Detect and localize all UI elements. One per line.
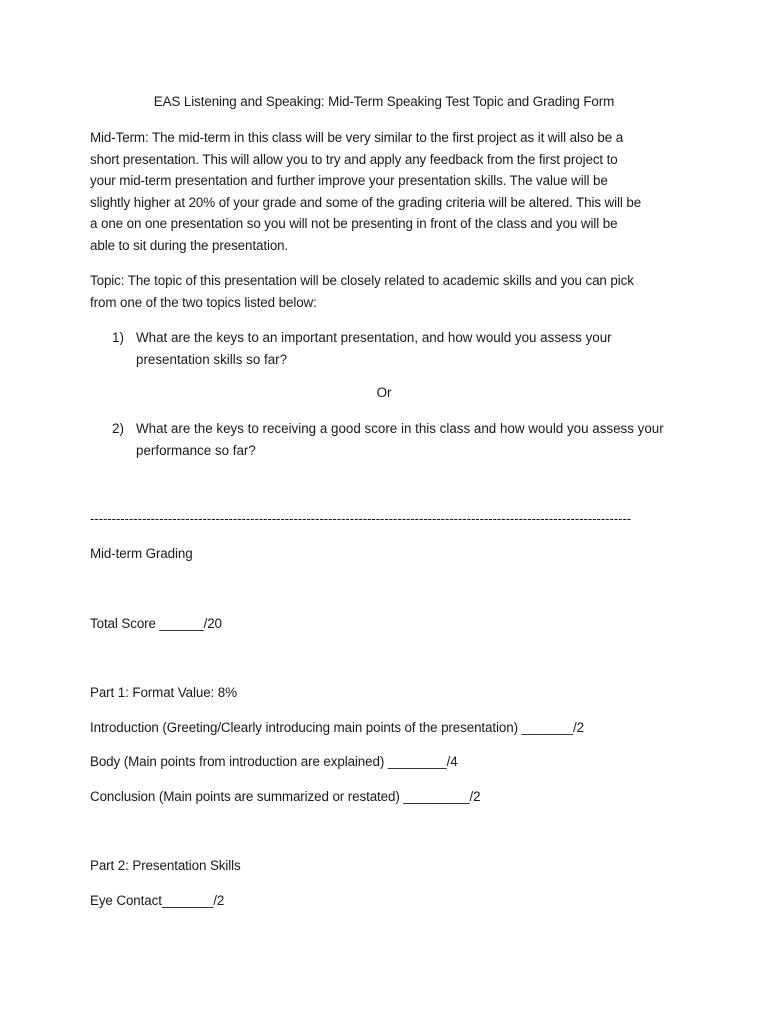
topic-1-line: What are the keys to an important presentation, and how would you assess your	[136, 330, 612, 345]
part1-item-body: Body (Main points from introduction are explained) ________/4	[90, 754, 458, 769]
topic-line: from one of the two topics listed below:	[90, 294, 317, 310]
topic-paragraph	[90, 270, 690, 313]
part2-item-eye-contact: Eye Contact_______/2	[90, 893, 225, 908]
part1-item-conclusion: Conclusion (Main points are summarized or restated) _________/2	[90, 789, 481, 804]
topic-2-text	[136, 418, 664, 461]
topic-1-line: presentation skills so far?	[136, 351, 288, 367]
midterm-line: short presentation. This will allow you to try and apply any feedback from the first project to	[90, 151, 618, 167]
part1-item-introduction: Introduction (Greeting/Clearly introducing main points of the presentation) _______/2	[90, 720, 584, 735]
topic-1-text	[136, 327, 612, 370]
midterm-paragraph	[90, 127, 690, 257]
part2-heading: Part 2: Presentation Skills	[90, 858, 241, 873]
document-title: EAS Listening and Speaking: Mid-Term Speaking Test Topic and Grading Form	[153, 94, 615, 109]
or-label: Or	[376, 385, 392, 400]
topic-2-line: What are the keys to receiving a good score in this class and how would you assess your	[136, 421, 664, 436]
midterm-line: your mid-term presentation and further improve your presentation skills. The value will be	[90, 173, 608, 189]
section-divider: -----------------------------------------------------------------------------------------------------------------------------	[90, 511, 632, 526]
topic-1-number: 1)	[112, 330, 124, 345]
midterm-line: slightly higher at 20% of your grade and some of the grading criteria will be altered. This will be	[90, 194, 642, 210]
total-score-line: Total Score ______/20	[90, 616, 222, 631]
midterm-line: Mid-Term: The mid-term in this class will be very similar to the first project as it will also be a	[90, 130, 624, 145]
part1-heading: Part 1: Format Value: 8%	[90, 685, 237, 700]
grading-heading: Mid-term Grading	[90, 546, 193, 561]
topic-line: Topic: The topic of this presentation will be closely related to academic skills and you can pick	[90, 273, 634, 288]
topic-2-number: 2)	[112, 421, 124, 436]
midterm-line: able to sit during the presentation.	[90, 237, 289, 253]
topic-2-line: performance so far?	[136, 442, 256, 458]
midterm-line: a one on one presentation so you will not be presenting in front of the class and you will be	[90, 216, 618, 232]
